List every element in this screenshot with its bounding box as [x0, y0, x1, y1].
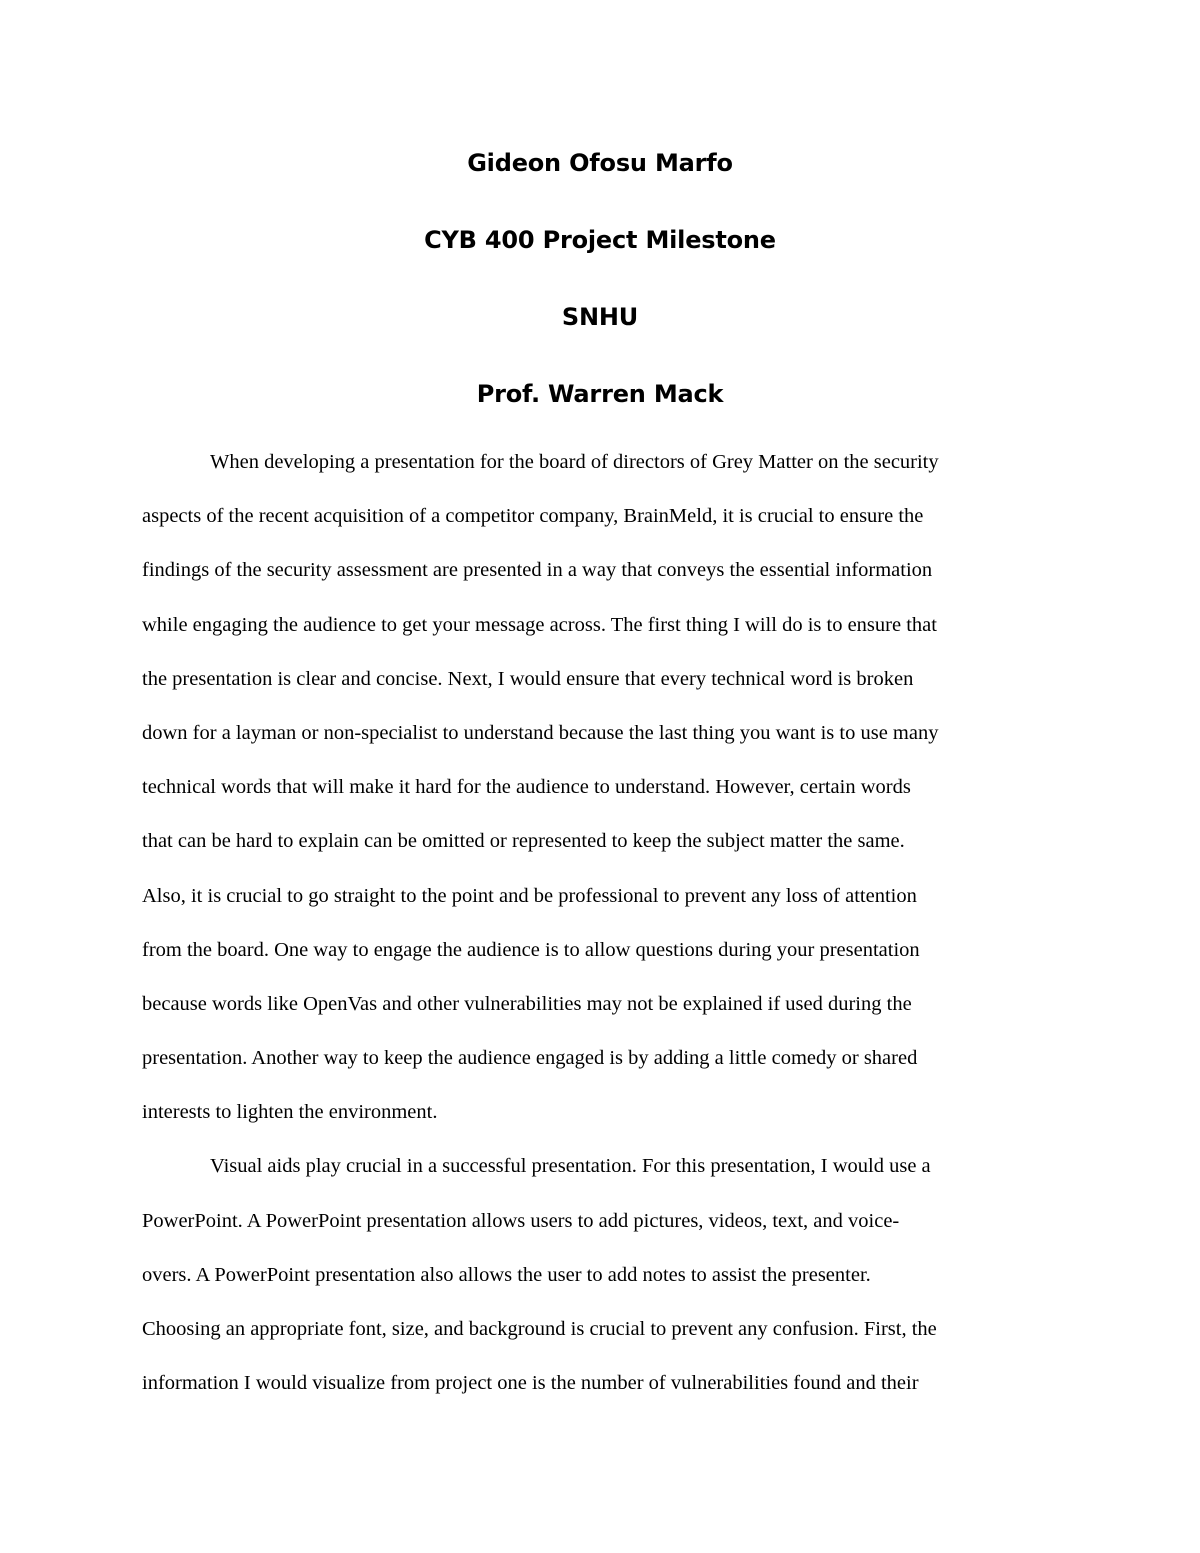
paragraph-line: because words like OpenVas and other vulnerabilities may not be explained if used during the [142, 992, 912, 1015]
author-name: Gideon Ofosu Marfo [467, 149, 733, 177]
course-title: CYB 400 Project Milestone [424, 226, 776, 254]
paragraph-line: Visual aids play crucial in a successful presentation. For this presentation, I would use a [210, 1155, 931, 1178]
paragraph-line: PowerPoint. A PowerPoint presentation allows users to add pictures, videos, text, and voice- [142, 1209, 900, 1232]
paragraph-line: Also, it is crucial to go straight to the point and be professional to prevent any loss of attention [142, 884, 917, 907]
paragraph-line: from the board. One way to engage the audience is to allow questions during your presentation [142, 938, 920, 961]
paragraph-line: aspects of the recent acquisition of a competitor company, BrainMeld, it is crucial to ensure the [142, 505, 924, 528]
paragraph-line: presentation. Another way to keep the audience engaged is by adding a little comedy or shared [142, 1047, 918, 1070]
paragraph-line: while engaging the audience to get your message across. The first thing I will do is to ensure that [142, 613, 937, 636]
institution-name: SNHU [561, 303, 639, 331]
paragraph-line: the presentation is clear and concise. Next, I would ensure that every technical word is broken [142, 667, 914, 690]
paragraph-line: interests to lighten the environment. [142, 1101, 438, 1124]
paragraph-line: down for a layman or non-specialist to understand because the last thing you want is to use many [142, 721, 939, 744]
paragraph-line: When developing a presentation for the board of directors of Grey Matter on the security [210, 451, 939, 473]
paragraph-1 [142, 435, 1058, 1139]
paragraph-line: overs. A PowerPoint presentation also allows the user to add notes to assist the presenter. [142, 1263, 871, 1286]
paragraph-line: technical words that will make it hard for the audience to understand. However, certain words [142, 776, 911, 799]
professor-name: Prof. Warren Mack [476, 380, 724, 408]
title-block [0, 138, 1200, 446]
paragraph-line: that can be hard to explain can be omitted or represented to keep the subject matter the same. [142, 830, 905, 853]
paragraph-2 [142, 1139, 1058, 1410]
paragraph-line: Choosing an appropriate font, size, and background is crucial to prevent any confusion. First, the [142, 1318, 937, 1340]
paragraph-line: findings of the security assessment are presented in a way that conveys the essential information [142, 559, 933, 582]
paragraph-line: information I would visualize from project one is the number of vulnerabilities found and their [142, 1372, 919, 1395]
body-text [142, 435, 1058, 1410]
